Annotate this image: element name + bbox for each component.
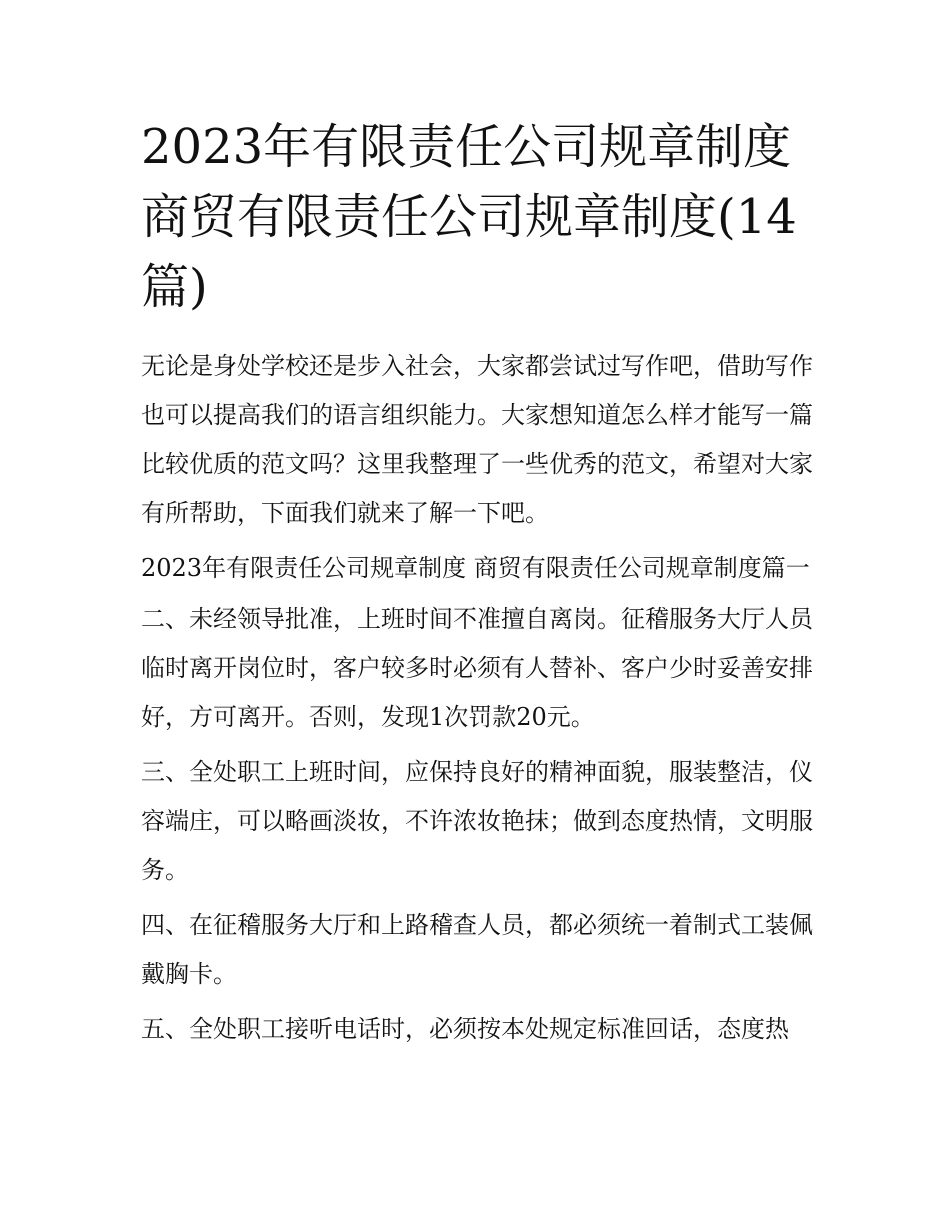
paragraph-rule-4: 四、在征稽服务大厅和上路稽查人员，都必须统一着制式工装佩戴胸卡。 [141, 911, 813, 988]
paragraph-rule-2: 二、未经领导批准，上班时间不准擅自离岗。征稽服务大厅人员临时离开岗位时，客户较多时必须有人替补、客户少时妥善安排好，方可离开。否则，发现1次罚款20元。 [141, 605, 813, 731]
document-title: 2023年有限责任公司规章制度 商贸有限责任公司规章制度(14篇) [141, 119, 797, 315]
paragraph-rule-3: 三、全处职工上班时间，应保持良好的精神面貌，服装整洁，仪容端庄，可以略画淡妆，不许浓妆艳抹；做到态度热情，文明服务。 [141, 758, 813, 884]
paragraph-intro: 无论是身处学校还是步入社会，大家都尝试过写作吧，借助写作也可以提高我们的语言组织能力。大家想知道怎么样才能写一篇比较优质的范文吗？这里我整理了一些优秀的范文，希望对大家有所帮助，下面我们就来了解一下吧。 [141, 352, 813, 527]
paragraph-section-heading: 2023年有限责任公司规章制度 商贸有限责任公司规章制度篇一 [141, 554, 810, 582]
document-content [141, 112, 813, 1060]
paragraph-rule-5: 五、全处职工接听电话时，必须按本处规定标准回话，态度热 [141, 1015, 789, 1043]
document-body [141, 342, 813, 1054]
